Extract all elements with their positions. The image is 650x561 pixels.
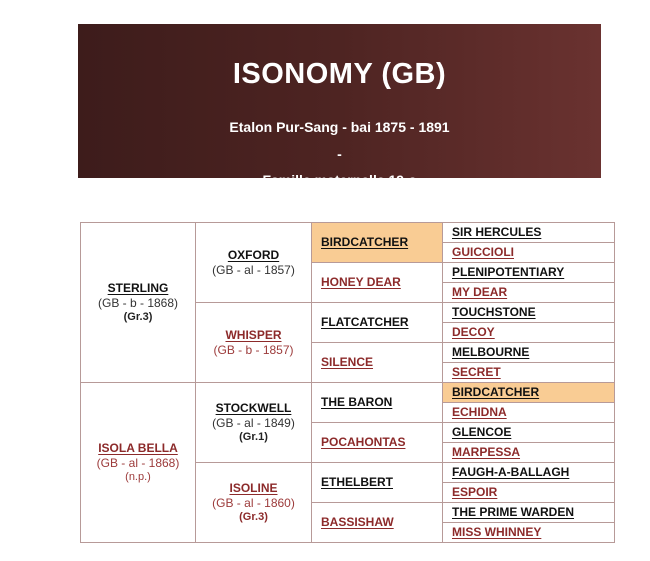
dam-sire-cell bbox=[196, 383, 312, 463]
g4-cell bbox=[443, 383, 615, 403]
sire-dam-cell bbox=[196, 303, 312, 383]
page-header bbox=[78, 24, 601, 188]
dam-dam-cell bbox=[196, 463, 312, 543]
g4-cell bbox=[443, 363, 615, 383]
g4-name[interactable]: SIR HERCULES bbox=[452, 225, 542, 239]
g4-cell bbox=[443, 463, 615, 483]
dam-dam-info: (GB - al - 1860) bbox=[212, 495, 295, 510]
sire-group: (Gr.3) bbox=[123, 310, 153, 323]
g3-name[interactable]: POCAHONTAS bbox=[321, 435, 406, 449]
dam-dam-name[interactable]: ISOLINE bbox=[229, 480, 278, 495]
horse-description: Etalon Pur-Sang - bai 1875 - 1891 bbox=[229, 119, 450, 135]
dam-name[interactable]: ISOLA BELLA bbox=[98, 440, 178, 455]
g4-cell bbox=[443, 243, 615, 263]
sire-sire-name[interactable]: OXFORD bbox=[227, 247, 280, 262]
g3-name[interactable]: THE BARON bbox=[321, 395, 393, 409]
g4-name[interactable]: ESPOIR bbox=[452, 485, 498, 499]
sire-info: (GB - b - 1868) bbox=[97, 295, 179, 310]
g3-name[interactable]: SILENCE bbox=[321, 355, 374, 369]
g4-cell bbox=[443, 303, 615, 323]
sire-cell bbox=[81, 223, 196, 383]
g4-name[interactable]: MARPESSA bbox=[452, 445, 521, 459]
g4-name[interactable]: GLENCOE bbox=[452, 425, 512, 439]
dam-sire-info: (GB - al - 1849) bbox=[212, 415, 295, 430]
g4-cell bbox=[443, 443, 615, 463]
g4-cell bbox=[443, 503, 615, 523]
pedigree-table bbox=[80, 222, 615, 543]
g4-cell bbox=[443, 343, 615, 363]
g4-cell bbox=[443, 483, 615, 503]
g4-name[interactable]: DECOY bbox=[452, 325, 495, 339]
g3-name[interactable]: HONEY DEAR bbox=[321, 275, 401, 289]
g3-cell bbox=[312, 263, 443, 303]
g4-name[interactable]: MY DEAR bbox=[452, 285, 508, 299]
g3-cell bbox=[312, 503, 443, 543]
dam-note: (n.p.) bbox=[125, 470, 151, 483]
g4-name[interactable]: PLENIPOTENTIARY bbox=[452, 265, 565, 279]
sire-dam-info: (GB - b - 1857) bbox=[213, 342, 294, 357]
g3-cell bbox=[312, 223, 443, 263]
g4-cell bbox=[443, 323, 615, 343]
g3-cell bbox=[312, 343, 443, 383]
dam-dam-group: (Gr.3) bbox=[239, 510, 268, 523]
sire-sire-info: (GB - al - 1857) bbox=[212, 262, 295, 277]
g4-name[interactable]: BIRDCATCHER bbox=[452, 385, 540, 399]
g4-cell bbox=[443, 283, 615, 303]
sire-dam-name[interactable]: WHISPER bbox=[225, 327, 282, 342]
g3-name[interactable]: ETHELBERT bbox=[321, 475, 393, 489]
g4-name[interactable]: THE PRIME WARDEN bbox=[452, 505, 575, 519]
g3-name[interactable]: BASSISHAW bbox=[321, 515, 394, 529]
g4-name[interactable]: ECHIDNA bbox=[452, 405, 507, 419]
header-separator: - bbox=[337, 146, 342, 162]
g3-cell bbox=[312, 383, 443, 423]
g3-cell bbox=[312, 463, 443, 503]
g4-cell bbox=[443, 523, 615, 543]
maternal-family: Famille maternelle 19-a bbox=[262, 172, 417, 188]
g4-name[interactable]: FAUGH-A-BALLAGH bbox=[452, 465, 570, 479]
sire-sire-cell bbox=[196, 223, 312, 303]
g3-name[interactable]: BIRDCATCHER bbox=[321, 235, 409, 249]
g4-name[interactable]: SECRET bbox=[452, 365, 501, 379]
dam-cell bbox=[81, 383, 196, 543]
g4-name[interactable]: MELBOURNE bbox=[452, 345, 530, 359]
horse-title: ISONOMY (GB) bbox=[232, 58, 447, 90]
g4-name[interactable]: MISS WHINNEY bbox=[452, 525, 542, 539]
g4-cell bbox=[443, 403, 615, 423]
g4-name[interactable]: GUICCIOLI bbox=[452, 245, 514, 259]
dam-sire-name[interactable]: STOCKWELL bbox=[215, 400, 292, 415]
g3-name[interactable]: FLATCATCHER bbox=[321, 315, 409, 329]
g3-cell bbox=[312, 423, 443, 463]
g4-cell bbox=[443, 263, 615, 283]
dam-info: (GB - al - 1868) bbox=[96, 455, 180, 470]
g4-name[interactable]: TOUCHSTONE bbox=[452, 305, 536, 319]
g4-cell bbox=[443, 223, 615, 243]
g4-cell bbox=[443, 423, 615, 443]
sire-name[interactable]: STERLING bbox=[107, 280, 169, 295]
dam-sire-group: (Gr.1) bbox=[239, 430, 268, 443]
g3-cell bbox=[312, 303, 443, 343]
